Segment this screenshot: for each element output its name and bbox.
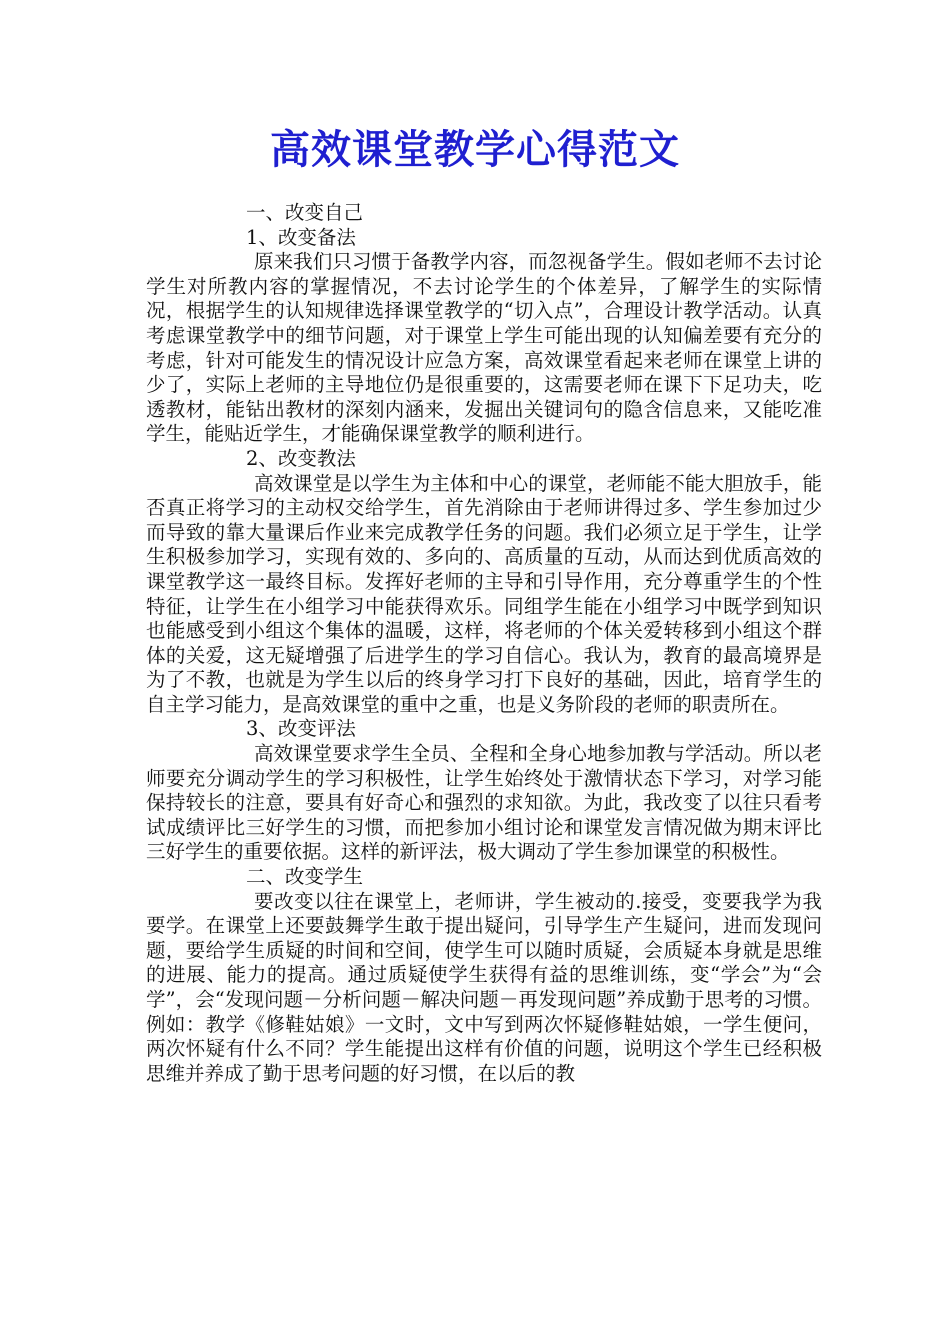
subsection-heading: 2、改变教法 [246,446,356,470]
subsection-heading: 1、改变备法 [246,225,356,249]
document-body [146,201,822,1086]
paragraph: 高效课堂要求学生全员、全程和全身心地参加教与学活动。所以老师要充分调动学生的学习积极性，让学生始终处于激情状态下学习，对学习能保持较长的注意，要具有好奇心和强烈的求知欲。为此，我改变了以往只看考试成绩评比三好学生的习惯，而把参加小组讨论和课堂发言情况做为期末评比三好学生的重要依据。这样的新评法，极大调动了学生参加课堂的积极性。 [146,742,822,864]
paragraph: 原来我们只习惯于备教学内容，而忽视备学生。假如老师不去讨论学生对所教内容的掌握情况，不去讨论学生的个体差异，了解学生的实际情况，根据学生的认知规律选择课堂教学的“切入点”，合理设计教学活动。认真考虑课堂教学中的细节问题，对于课堂上学生可能出现的认知偏差要有充分的考虑，针对可能发生的情况设计应急方案，高效课堂看起来老师在课堂上讲的少了，实际上老师的主导地位仍是很重要的，这需要老师在课下下足功夫，吃透教材，能钻出教材的深刻内涵来，发掘出关键词句的隐含信息来，又能吃准学生，能贴近学生，才能确保课堂教学的顺利进行。 [146,250,822,446]
paragraph: 要改变以往在课堂上，老师讲，学生被动的.接受，变要我学为我要学。在课堂上还要鼓舞学生敢于提出疑问，引导学生产生疑问，进而发现问题，要给学生质疑的时间和空间，使学生可以随时质疑，会质疑本身就是思维的进展、能力的提高。通过质疑使学生获得有益的思维训练，变“学会”为“会学”，会“发现问题－分析问题－解决问题－再发现问题”养成勤于思考的习惯。例如：教学《修鞋姑娘》一文时，文中写到两次怀疑修鞋姑娘，一学生便问，两次怀疑有什么不同？学生能提出这样有价值的问题，说明这个学生已经积极思维并养成了勤于思考问题的好习惯，在以后的教 [146,889,822,1085]
section-heading: 一、改变自己 [246,201,364,224]
subsection-heading: 3、改变评法 [246,717,356,741]
document-title: 高效课堂教学心得范文 [270,126,680,173]
section-heading: 二、改变学生 [246,865,364,889]
paragraph: 高效课堂是以学生为主体和中心的课堂，老师能不能大胆放手，能否真正将学习的主动权交给学生，首先消除由于老师讲得过多、学生参加过少而导致的靠大量课后作业来完成教学任务的问题。我们必须立足于学生，让学生积极参加学习，实现有效的、多向的、高质量的互动，从而达到优质高效的课堂教学这一最终目标。发挥好老师的主导和引导作用，充分尊重学生的个性特征，让学生在小组学习中能获得欢乐。同组学生能在小组学习中既学到知识也能感受到小组这个集体的温暖，这样，将老师的个体关爱转移到小组这个群体的关爱，这无疑增强了后进学生的学习自信心。我认为，教育的最高境界是为了不教，也就是为学生以后的终身学习打下良好的基础，因此，培育学生的自主学习能力，是高效课堂的重中之重，也是义务阶段的老师的职责所在。 [146,471,822,716]
